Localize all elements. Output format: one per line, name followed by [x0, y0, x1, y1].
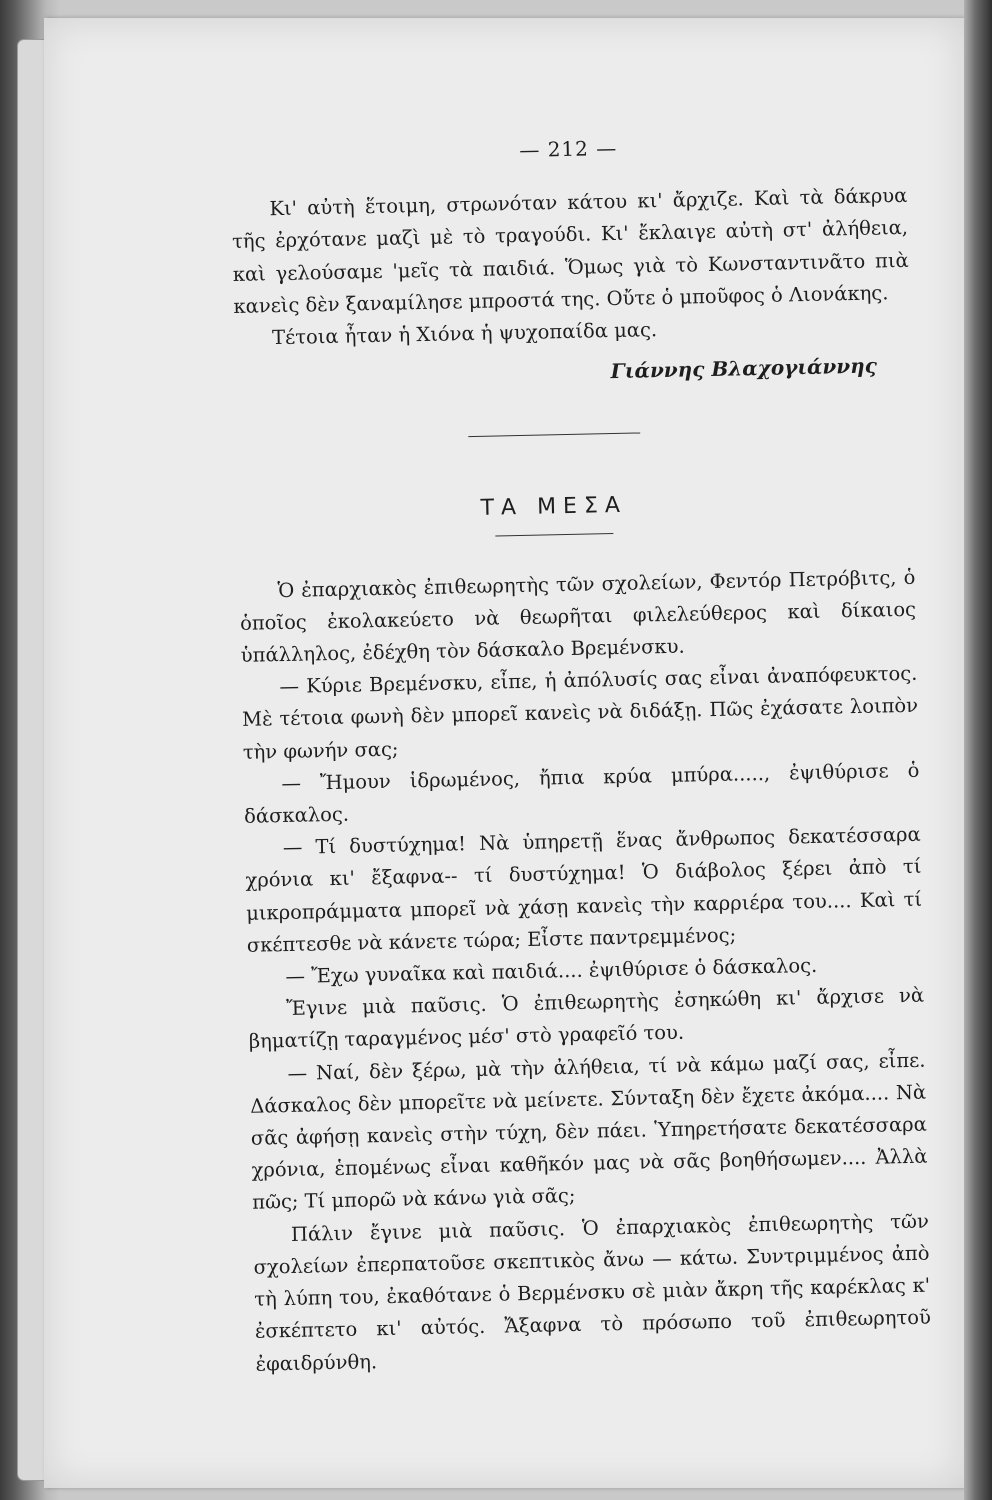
- paragraph: Κι' αὐτὴ ἕτοιμη, στρωνόταν κάτου κι' ἄρχιζε. Καὶ τὰ δάκρυα τῆς ἐρχότανε μαζὶ μὲ τὸ τραγούδι. Κι' ἔκλαιγε αὐτὴ στ' ἀλήθεια, καὶ γελούσαμε 'μεῖς τὰ παιδιά. Ὅμως γιὰ τὸ Κωνσταντινᾶτο πιὰ κανεὶς δὲν ξαναμίλησε μπροστά της. Οὔτε ὁ μποῦφος ὁ Λιονάκης.: [231, 184, 909, 318]
- author-signature: Γιάννης Βλαχογιάννης: [610, 353, 878, 384]
- title-underline: [495, 533, 613, 536]
- paragraph: Τέτοια ἦταν ἡ Χιόνα ἡ ψυχοπαίδα μας.: [271, 318, 658, 350]
- page-content: [230, 126, 932, 1381]
- paragraph: — Ἤμουν ἱδρωμένος, ἤπια κρύα μπύρα....., ἐψιθύρισε ὁ δάσκαλος.: [243, 758, 920, 828]
- section-divider: [468, 433, 640, 438]
- page-number: — 212 —: [519, 135, 618, 162]
- paragraph: Πάλιν ἔγινε μιὰ παῦσις. Ὁ ἐπαρχιακὸς ἐπιθεωρητὴς τῶν σχολείων ἐπερπατοῦσε σκεπτικὸς ἄνω — κάτω. Συντριμμένος ἀπὸ τὴ λύπη του, ἐκαθότανε ὁ Βερμένσκυ σὲ μιὰν ἄκρη τῆς καρέκλας κ' ἐσκέπτετο κι' αὐτός. Ἄξαφνα τὸ πρόσωπο τοῦ ἐπιθεωρητοῦ ἐφαιδρύνθη.: [253, 1209, 932, 1376]
- paragraph: — Κύριε Βρεμένσκυ, εἶπε, ἡ ἀπόλυσίς σας εἶναι ἀναπόφευκτος. Μὲ τέτοια φωνὴ δὲν μπορεῖ κανεὶς νὰ διδάξῃ. Πῶς ἐχάσατε λοιπὸν τὴν φωνήν σας;: [241, 661, 919, 764]
- section-title: ΤΑ ΜΕΣΑ: [480, 493, 628, 522]
- paragraph: Ἔγινε μιὰ παῦσις. Ὁ ἐπιθεωρητὴς ἐσηκώθη κι' ἄρχισε νὰ βηματίζῃ ταραγμένος μέσ' στὸ γραφεῖό του.: [248, 983, 925, 1054]
- paragraph: — Ναί, δὲν ξέρω, μὰ τὴν ἀλήθεια, τί νὰ κάμω μαζί σας, εἶπε. Δάσκαλος δὲν μπορεῖτε νὰ μείνετε. Σύνταξη δὲν ἔχετε ἀκόμα.... Νὰ σᾶς ἀφήσῃ κανεὶς στὴν τύχη, δὲν πάει. Ὑπηρετήσατε δεκατέσσαρα χρόνια, ἑπομένως εἶναι καθῆκόν μας νὰ σᾶς βοηθήσωμεν.... Ἀλλὰ πῶς; Τί μπορῶ νὰ κάνω γιὰ σᾶς;: [249, 1048, 928, 1215]
- paragraph: — Ἔχω γυναῖκα καὶ παιδιά.... ἐψιθύρισε ὁ δάσκαλος.: [285, 953, 818, 989]
- paragraph: — Τί δυστύχημα! Νὰ ὑπηρετῇ ἕνας ἄνθρωπος δεκατέσσαρα χρόνια κι' ἔξαφνα-- τί δυστύχημα! Ὁ διάβολος ξέρει ἀπὸ τί μικροπράμματα μπορεῖ νὰ χάσῃ κανεὶς τὴν καρριέρα του.... Καὶ τί σκέπτεσθε νὰ κάνετε τώρα; Εἶστε παντρεμμένος;: [245, 822, 923, 957]
- paragraph: Ὁ ἐπαρχιακὸς ἐπιθεωρητὴς τῶν σχολείων, Φεντόρ Πετρόβιτς, ὁ ὁποῖος ἐκολακεύετο νὰ θεωρῆται φιλελεύθερος καὶ δίκαιος ὑπάλληλος, ἐδέχθη τὸν δάσκαλο Βρεμένσκυ.: [239, 565, 917, 667]
- book-binding: [964, 0, 992, 1500]
